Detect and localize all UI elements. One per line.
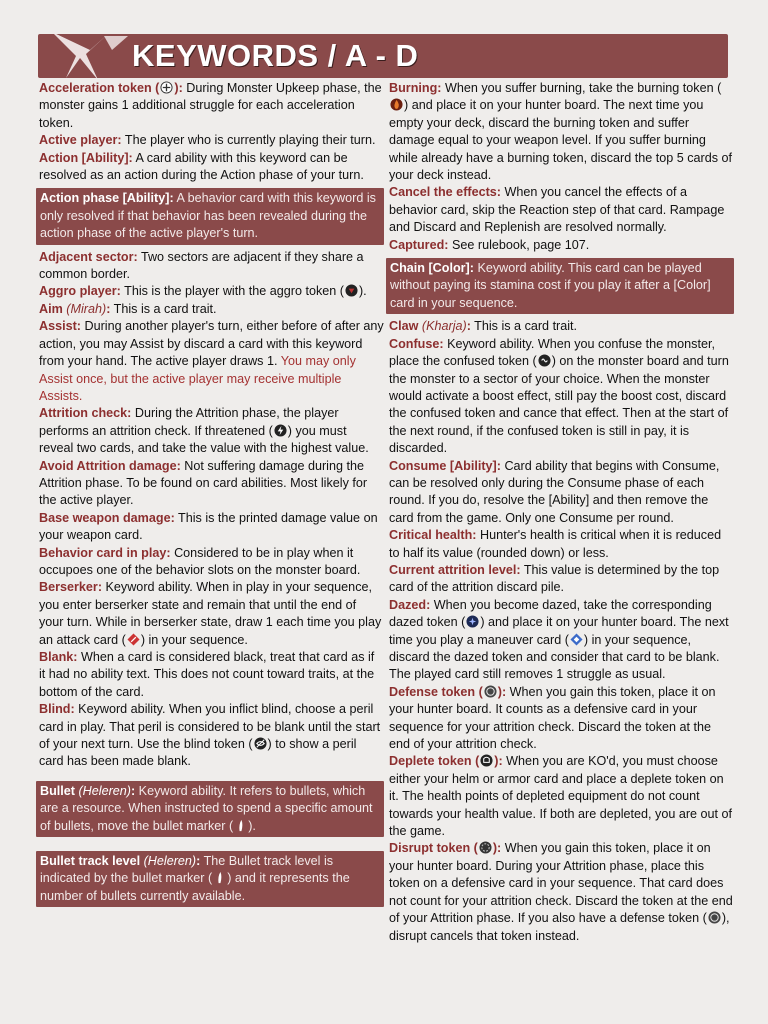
attack-card-icon	[127, 633, 140, 646]
entry-cancel-the-effects: Cancel the effects: When you cancel the effects of a behavior card, skip the Reaction step of that card. Rampage and Discard and Replenish are resolved normally.	[389, 185, 725, 235]
confused-token-icon	[538, 354, 551, 367]
acceleration-token-icon	[160, 81, 173, 94]
entry-action-phase: Action phase [Ability]: A behavior card with this keyword is only resolved if that behavior has been revealed during the action phase of the active player's turn.	[36, 188, 384, 244]
entry-blind: Blind: Keyword ability. When you inflict blind, choose a peril card in play. That peril is considered to be blank until the start of your next turn. Use the blind token ( ) to show a peril card has been made blank.	[39, 702, 381, 769]
entry-defense-token: Defense token ( ): When you gain this token, place it on your hunter board. It counts as a defensive card in your sequence for your attrition check. Discard the token at the end of your attrition check.	[389, 684, 716, 752]
entry-claw: Claw (Kharja): This is a card trait.	[389, 319, 578, 334]
entry-captured: Captured: See rulebook, page 107.	[389, 237, 590, 252]
left-column	[39, 80, 384, 911]
aggro-token-icon	[345, 284, 358, 297]
defense-token-icon	[708, 911, 721, 924]
defense-token-icon	[484, 685, 497, 698]
entry-current-attrition-level: Current attrition level: This value is determined by the top card of the attrition discard pile.	[389, 562, 720, 595]
entry-critical-health: Critical health: Hunter's health is critical when it is reduced to half its value (rounded down) or less.	[389, 528, 722, 560]
entry-bullet: Bullet (Heleren): Keyword ability. It refers to bullets, which are a resource. When instructed to spend a specific amount of bullets, move the bullet marker ( ).	[36, 781, 384, 837]
entry-action-ability: Action [Ability]: A card ability with this keyword can be resolved as an action during the Action phase of your turn.	[39, 150, 364, 183]
entry-confuse: Confuse: Keyword ability. When you confuse the monster, place the confused token ( ) on the monster board and turn the monster to a sector of your choice. When the monster would activate a boost effect, still pay the boost cost, discard the confused token and cance that effect. Then at the start of the next round, if the confused token is still in pay, it is discarded.	[389, 336, 729, 456]
entry-avoid-attrition: Avoid Attrition damage: Not suffering damage during the Attrition phase. To be found on card abilities. Most likely for the active player.	[39, 458, 368, 508]
entry-behavior-card-in-play: Behavior card in play: Considered to be in play when it occupoes one of the behavior slots on the monster board.	[39, 545, 361, 577]
entry-adjacent-sector: Adjacent sector: Two sectors are adjacent if they share a common border.	[39, 249, 364, 282]
entry-bullet-track-level: Bullet track level (Heleren): The Bullet track level is indicated by the bullet marker ( ) and it represents the number of bullets currently available.	[36, 851, 384, 907]
entry-attrition-check: Attrition check: During the Attrition phase, the player performs an attrition check. If threatened ( ) you must reveal two cards, and take the value with the highest value.	[39, 406, 369, 456]
entry-aim: Aim (Mirah): This is a card trait.	[39, 301, 217, 316]
blind-token-icon	[254, 737, 267, 750]
entry-deplete-token: Deplete token ( ): When you are KO'd, you must choose either your helm or armor card and place a deplete token on it. The health points of depleted equipment do not count towards your health value. If both are depleted, you are out of the game.	[389, 754, 733, 839]
entry-blank: Blank: When a card is considered black, treat that card as if it had no ability text. This does not count toward traits, at the bottom of the card.	[39, 650, 375, 699]
dazed-token-icon	[466, 615, 479, 628]
maneuver-card-icon	[570, 633, 583, 646]
deplete-token-icon	[480, 754, 493, 767]
burning-token-icon	[390, 98, 403, 111]
entry-base-weapon-damage: Base weapon damage: This is the printed damage value on your weapon card.	[39, 510, 378, 543]
right-column	[389, 80, 734, 945]
entry-acceleration-token: Acceleration token ( ): During Monster Upkeep phase, the monster gains 1 additional struggle for each acceleration token.	[39, 81, 382, 130]
entry-berserker: Berserker: Keyword ability. When in play in your sequence, you enter berserker state and remain that until the end of your turn. While in berserker state, draw 1 each time you play an attack card ( ) in your sequence.	[39, 580, 382, 647]
page-title: KEYWORDS / A - D	[132, 38, 419, 73]
bullet-marker-icon	[234, 819, 247, 832]
bullet-marker-icon	[213, 871, 226, 884]
disrupt-token-icon	[479, 841, 492, 854]
claw-logo-icon	[46, 28, 136, 82]
entry-burning: Burning: When you suffer burning, take the burning token () and place it on your hunter board. The next time you empty your deck, discard the burning token and suffer damage equal to your weapon level. If you suffer burning while already have a burning token, discard the top 5 cards of your deck instead.	[389, 81, 733, 183]
threatened-icon	[274, 424, 287, 437]
entry-active-player: Active player: The player who is currently playing their turn.	[39, 133, 376, 148]
entry-chain-color: Chain [Color]: Keyword ability. This card can be played without paying its stamina cost if you play it after a [Color] card in your sequence.	[386, 258, 734, 314]
entry-consume-ability: Consume [Ability]: Card ability that begins with Consume, can be resolved only during the Consume phase of each round. If you do, resolve the [Ability] and then remove the card from the game. Only one Consume per round.	[389, 458, 720, 525]
entry-dazed: Dazed: When you become dazed, take the corresponding dazed token ( ) and place it on your hunter board. The next time you play a maneuver card ( ) in your sequence, discard the dazed token and consider that card to be blank. The played card still removes 1 struggle as usual.	[389, 597, 729, 682]
entry-disrupt-token: Disrupt token ( ): When you gain this token, place it on your hunter board. During your Attrition phase, place this token on a defensive card in your sequence. That card does not count for your attrition check. Discard the token at the end of your Attrition phase. If you also have a defense token ( ), disrupt cancels that token instead.	[389, 841, 733, 943]
entry-aggro-player: Aggro player: This is the player with the aggro token ( ).	[39, 284, 367, 299]
entry-assist: Assist: During another player's turn, either before of after any action, you may Assist by discard a card with this keyword from your hand. The active player draws 1. You may only Assist once, but the active player may receive multiple Assists.	[39, 319, 384, 403]
